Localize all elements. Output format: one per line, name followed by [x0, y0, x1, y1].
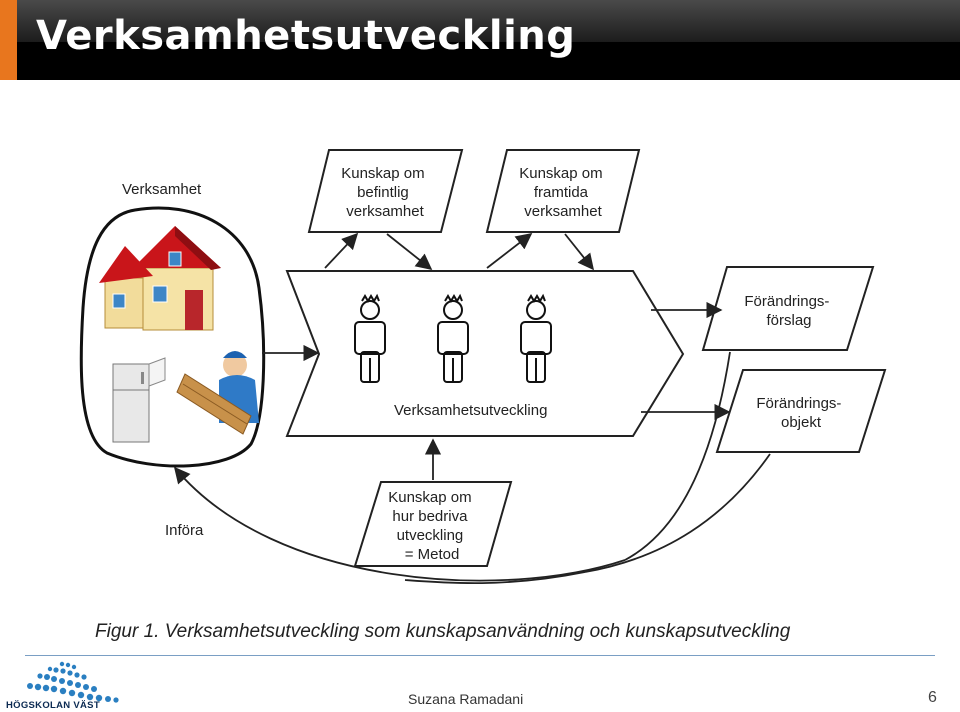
change-object-line: Förändrings-: [756, 395, 842, 412]
knowledge-existing-line: verksamhet: [346, 203, 424, 220]
knowledge-method-line: Kunskap om: [388, 489, 472, 506]
verksamhet-label: Verksamhet: [122, 181, 202, 198]
page-number: 6: [928, 689, 937, 706]
change-proposal-line: Förändrings-: [744, 293, 830, 310]
diagram-figure: [25, 118, 935, 653]
change-object-line: objekt: [780, 414, 822, 431]
header-accent-bar: [0, 0, 17, 80]
figure-caption: Figur 1. Verksamhetsutveckling som kunskapsanvändning och kunskapsutveckling: [95, 621, 791, 642]
knowledge-method-line: hur bedriva: [392, 508, 468, 525]
knowledge-method-line: = Metod: [404, 546, 460, 563]
knowledge-future-line: verksamhet: [524, 203, 602, 220]
footer-divider: [25, 655, 935, 656]
footer-author: Suzana Ramadani: [408, 691, 524, 707]
process-label: Verksamhetsutveckling: [394, 402, 548, 419]
infora-label: Införa: [165, 522, 204, 539]
knowledge-existing-line: befintlig: [357, 184, 409, 201]
knowledge-existing-line: Kunskap om: [341, 165, 425, 182]
slide-title: Verksamhetsutveckling: [36, 13, 576, 59]
knowledge-future-line: framtida: [533, 184, 589, 201]
logo-text: HÖGSKOLAN VÄST: [6, 700, 100, 711]
knowledge-future-line: Kunskap om: [519, 165, 603, 182]
diagram-svg: [25, 118, 935, 653]
slide-header: [0, 0, 960, 80]
knowledge-method-line: utveckling: [396, 527, 464, 544]
change-proposal-line: förslag: [766, 312, 812, 329]
